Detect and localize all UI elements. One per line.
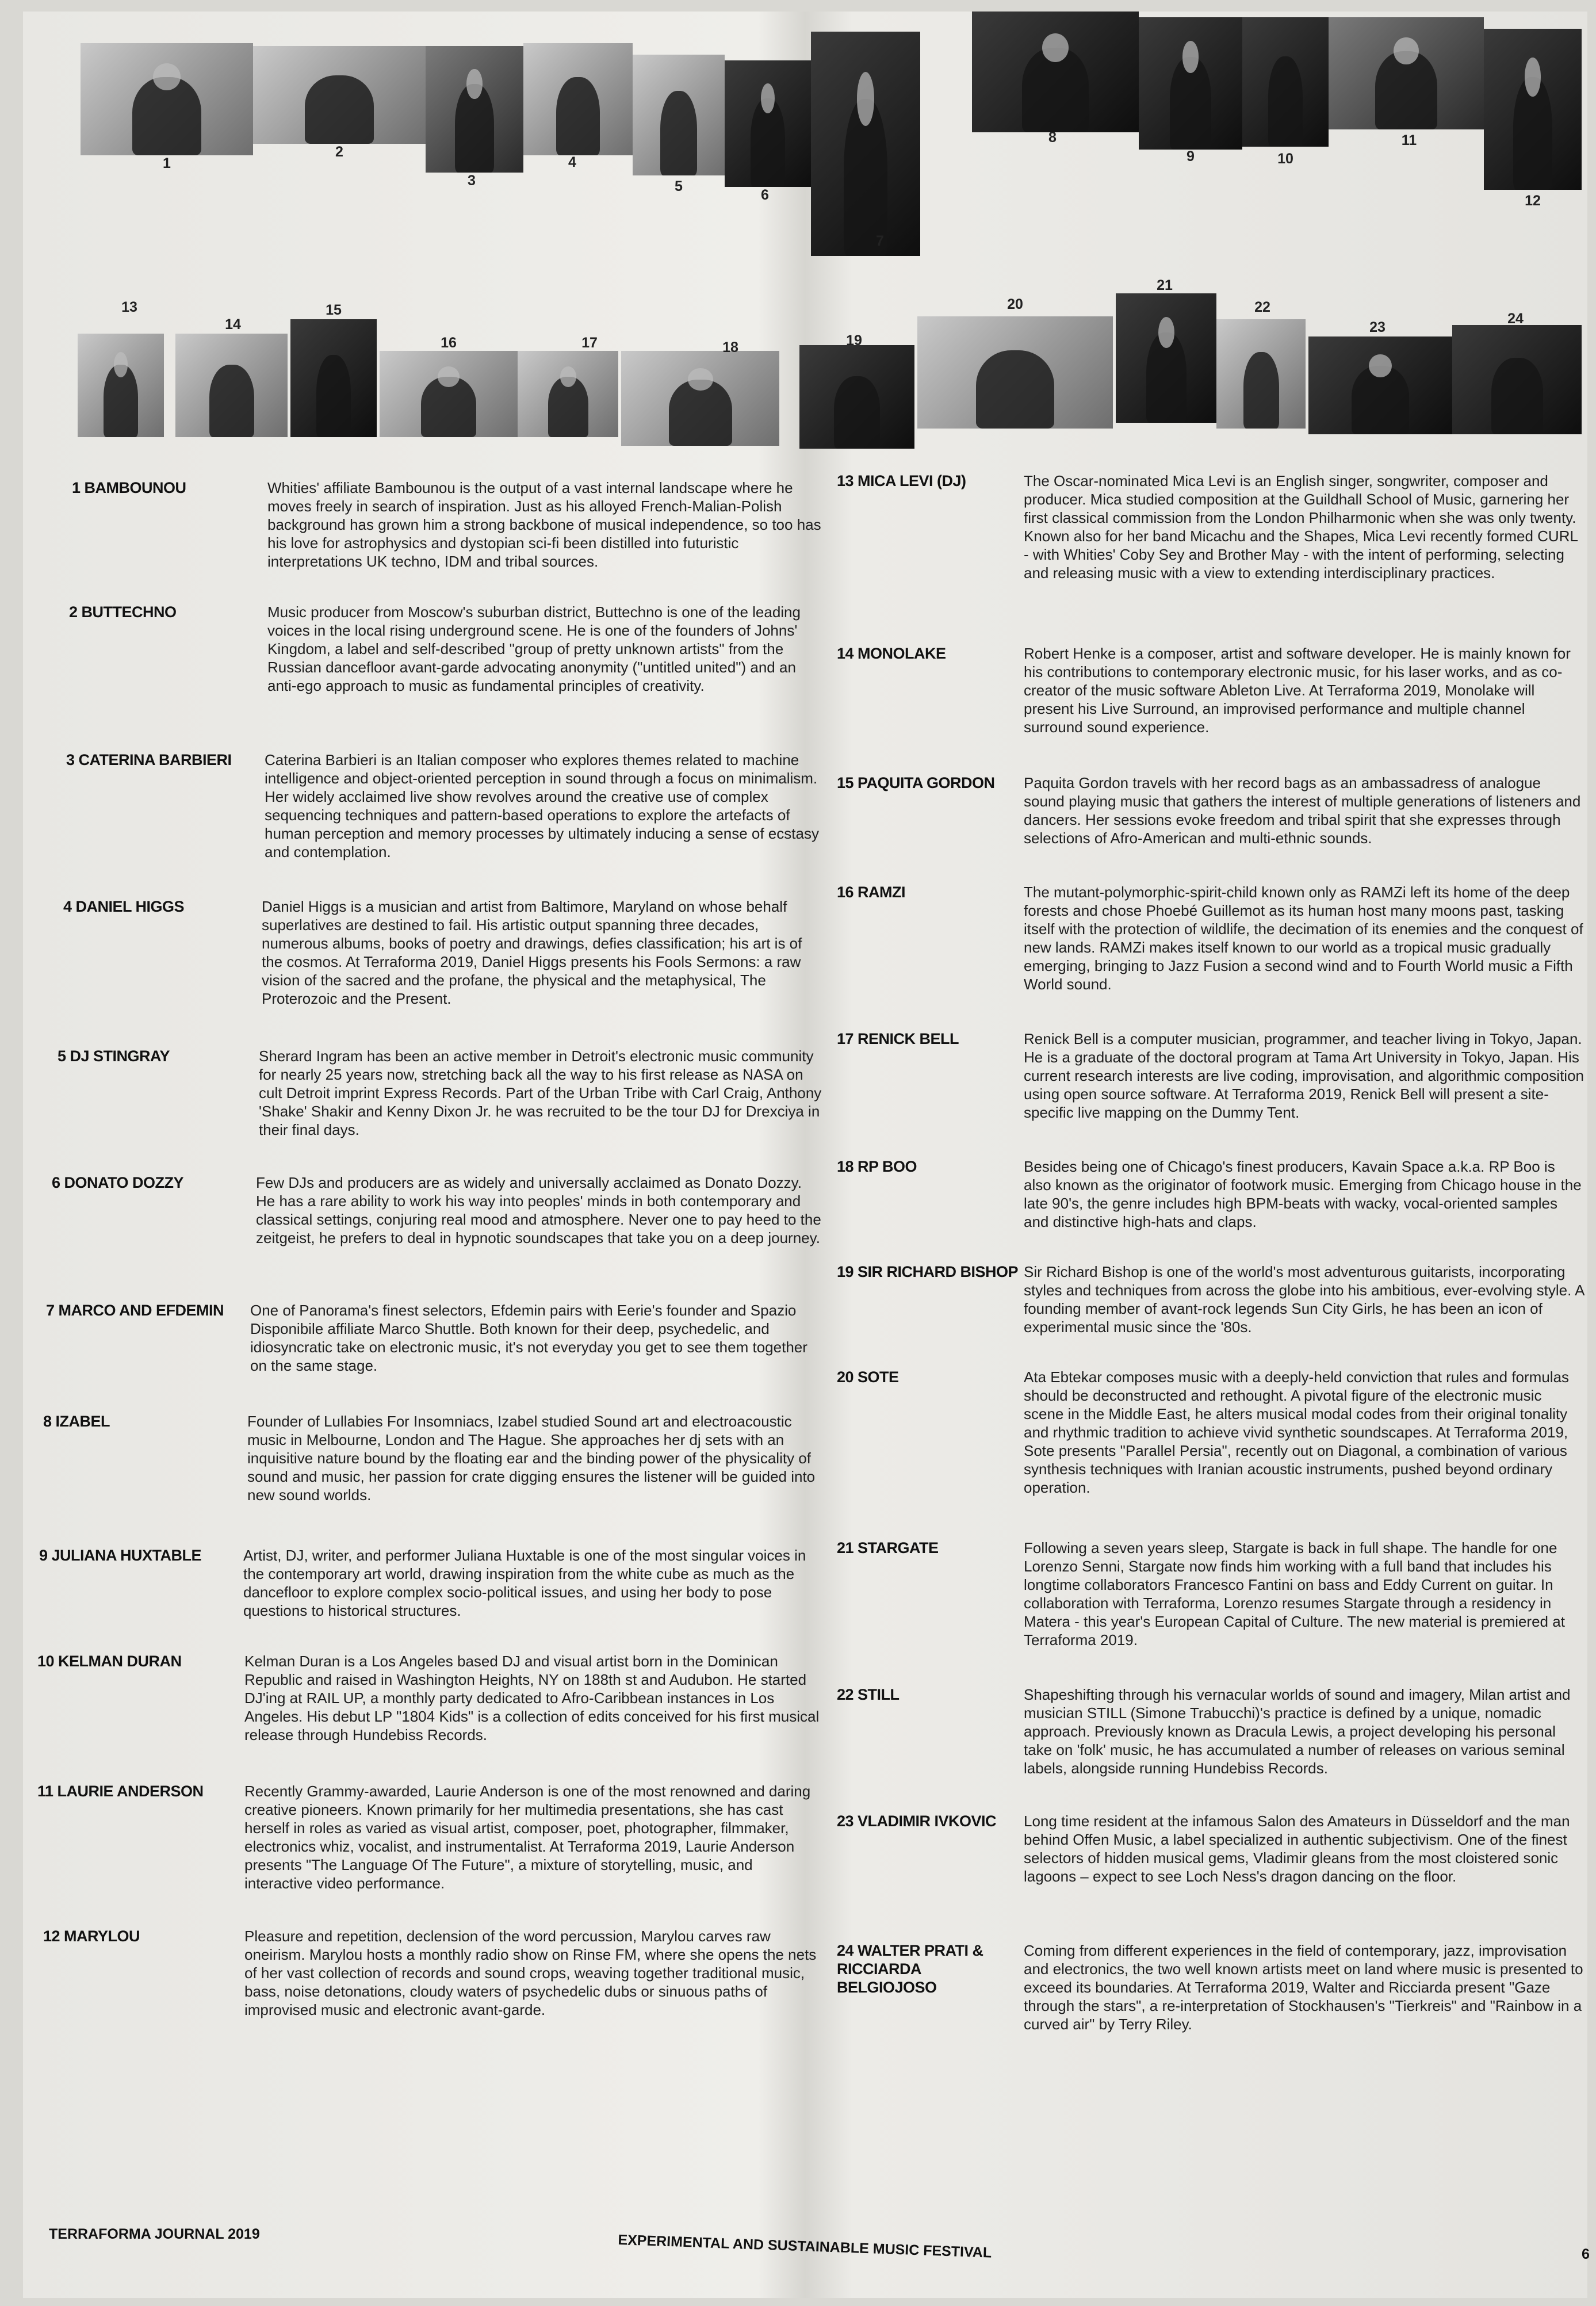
artist-description: Renick Bell is a computer musician, programmer, and teacher living in Tokyo, Japan. He is a graduate of the doctoral program at Tama Art University in Tokyo, Japan. His current research interests are live coding, improvisation, and algorithmic composition using open source software. At Terraforma 2019, Renick Bell will present a site-specific live mapping on the Dummy Tent. xyxy=(1024,1030,1584,1121)
artist-name: 14 MONOLAKE xyxy=(837,645,946,662)
photo-number-15: 15 xyxy=(326,302,342,318)
artist-name: 3 CATERINA BARBIERI xyxy=(66,751,232,768)
footer-journal-title: TERRAFORMA JOURNAL 2019 xyxy=(49,2226,260,2242)
artist-name: 23 VLADIMIR IVKOVIC xyxy=(837,1812,997,1830)
artist-photo-21 xyxy=(1116,293,1216,423)
artist-photo-14 xyxy=(175,334,288,437)
artist-name: 1 BAMBOUNOU xyxy=(72,479,186,496)
photo-number-16: 16 xyxy=(441,335,457,351)
photo-number-24: 24 xyxy=(1507,311,1524,327)
artist-photo-10 xyxy=(1242,17,1329,147)
artist-description: Whities' affiliate Bambounou is the output of a vast internal landscape where he moves freely in search of inspiration. Just as his alloyed French-Malian-Polish background has grown him a strong backbone of musical independence, so too has his love for astrophysics and dystopian sci-fi been distilled into futuristic interpretations UK techno, IDM and tribal sources. xyxy=(267,479,821,570)
photo-number-11: 11 xyxy=(1401,132,1417,148)
artist-name: 13 MICA LEVI (DJ) xyxy=(837,472,966,490)
artist-description: Few DJs and producers are as widely and universally acclaimed as Donato Dozzy. He has a rare ability to work his way into peoples' minds in both contemporary and classical settings, conjuring real mood and atmosphere. Never one to pay heed to the zeitgeist, he prefers to deal in hypnotic soundscapes that take you on a deep journey. xyxy=(256,1174,821,1246)
artist-name: 9 JULIANA HUXTABLE xyxy=(39,1547,202,1564)
artist-name: 5 DJ STINGRAY xyxy=(58,1047,170,1065)
artist-name: 20 SOTE xyxy=(837,1368,899,1386)
photo-number-21: 21 xyxy=(1157,277,1173,293)
photo-number-23: 23 xyxy=(1369,319,1386,335)
photo-number-8: 8 xyxy=(1048,129,1057,146)
artist-description: Kelman Duran is a Los Angeles based DJ and visual artist born in the Dominican Republic and raised in Washington Heights, NY on 188th st and Audubon. He started DJ'ing at RAIL UP, a monthly party dedicated to Afro-Caribbean instances in Los Angeles. His debut LP "1804 Kids" is a collection of edits conceived for his first musical release through Hundebiss Records. xyxy=(244,1653,820,1743)
artist-description: Coming from different experiences in the field of contemporary, jazz, improvisation and electronics, the two well known artists meet on land where music is presented to exceed its boundaries. At Terraforma 2019, Walter and Ricciarda present "Gaze through the stars", a re-interpretation of Stockhausen's "Tierkreis" and "Rainbow in a curved air" by Terry Riley. xyxy=(1024,1942,1583,2033)
photo-number-12: 12 xyxy=(1525,193,1541,209)
artist-description: Sir Richard Bishop is one of the world's most adventurous guitarists, incorporating styles and techniques from across the globe into his ambitious, ever-evolving style. A founding member of avant-rock legends Sun City Girls, he has been an icon of experimental music since the '80s. xyxy=(1024,1263,1584,1336)
photo-number-9: 9 xyxy=(1187,148,1195,165)
artist-description: Music producer from Moscow's suburban district, Buttechno is one of the leading voices in the local rising underground scene. He is one of the founders of Johns' Kingdom, a label and self-described "group of pretty unknown artists" from the Russian dancefloor avant-garde advocating anonymity ("untitled united") and an anti-ego approach to music as fundamental principles of creativity. xyxy=(267,603,801,694)
photo-number-2: 2 xyxy=(335,144,343,160)
artist-description: The mutant-polymorphic-spirit-child known only as RAMZi left its home of the deep forests and chose Phoebé Guillemot as its human host many moons past, tasking itself with the protection of wildlife, the decimation of its enemies and the conquest of new lands. RAMZi makes itself known to our world as a tropical music gradually emerging, bringing to Jazz Fusion a second wind and to Fourth World music a Fifth World sound. xyxy=(1024,884,1583,993)
artist-name: 10 KELMAN DURAN xyxy=(37,1653,182,1670)
artist-description: One of Panorama's finest selectors, Efdemin pairs with Eerie's founder and Spazio Disponibile affiliate Marco Shuttle. Both known for their deep, psychedelic, and idiosyncratic take on electronic music, it's not everyday you get to see them together on the same stage. xyxy=(250,1302,807,1374)
photo-number-20: 20 xyxy=(1007,296,1023,312)
artist-description: Besides being one of Chicago's finest producers, Kavain Space a.k.a. RP Boo is also known as the originator of footwork music. Emerging from Chicago house in the late 90's, the genre includes high BPM-beats with wacky, vocal-oriented samples and distinctive high-hats and claps. xyxy=(1024,1158,1582,1230)
artist-name: 4 DANIEL HIGGS xyxy=(63,898,185,915)
photo-number-13: 13 xyxy=(121,299,137,315)
artist-photo-1 xyxy=(81,43,253,155)
artist-photo-12 xyxy=(1484,29,1582,190)
artist-photo-3 xyxy=(426,46,523,173)
photo-number-19: 19 xyxy=(846,332,862,349)
artist-description: Artist, DJ, writer, and performer Juliana Huxtable is one of the most singular voices in the contemporary art world, drawing inspiration from the white cube as much as the dancefloor to explore complex socio-political issues, and using her body to pose questions to historical structures. xyxy=(243,1547,806,1619)
artist-description: Ata Ebtekar composes music with a deeply-held conviction that rules and formulas should be deconstructed and rethought. A pivotal figure of the electronic music scene in the Middle East, he alters musical modal codes from their original tonality and rhythmic tradition to achieve vivid synthetic soundscapes. At Terraforma 2019, Sote presents "Parallel Persia", recently out on Diagonal, a combination of various synthesis techniques with Iranian acoustic instruments, pushed beyond ordinary operation. xyxy=(1024,1368,1570,1496)
photo-number-10: 10 xyxy=(1277,151,1293,167)
artist-description: Pleasure and repetition, declension of the word percussion, Marylou carves raw oneirism. Marylou hosts a monthly radio show on Rinse FM, where she opens the nets of her vast collection of records and sound crops, weaving together traditional music, bass, noise detonations, cloudy waters of psychedelic dubs or sinuous paths of improvised music and electronic avant-garde. xyxy=(244,1928,817,2018)
artist-photo-19 xyxy=(799,345,914,449)
artist-name: 2 BUTTECHNO xyxy=(69,603,177,621)
artist-description: Sherard Ingram has been an active member in Detroit's electronic music community for nearly 25 years now, stretching back all the way to his first release as NASA on cult Detroit imprint Express Records. Part of the Urban Tribe with Carl Craig, Anthony 'Shake' Shakir and Kenny Dixon Jr. he was recruited to be the tour DJ for Drexciya in their final days. xyxy=(259,1047,822,1138)
artist-photo-7 xyxy=(811,32,920,256)
artist-description: Long time resident at the infamous Salon des Amateurs in Düsseldorf and the man behind Offen Music, a label specialized in authentic subjectivism. One of the finest selectors of hidden musical gems, Vladimir gleans from the most cloistered sonic lagoons – expect to see Loch Ness's dragon dancing on the floor. xyxy=(1024,1812,1570,1885)
artist-description: Shapeshifting through his vernacular worlds of sound and imagery, Milan artist and musician STILL (Simone Trabucchi)'s practice is defined by a unique, nomadic approach. Previously known as Dracula Lewis, a project developing his personal take on 'folk' music, he has accumulated a number of releases on various seminal labels, alongside running Hundebiss Records. xyxy=(1024,1686,1571,1777)
artist-photo-17 xyxy=(518,351,618,437)
photo-number-4: 4 xyxy=(568,154,576,170)
artist-name: 17 RENICK BELL xyxy=(837,1030,959,1047)
artist-name: 11 LAURIE ANDERSON xyxy=(37,1783,204,1800)
artist-name: 8 IZABEL xyxy=(43,1413,110,1430)
artist-photo-4 xyxy=(523,43,633,155)
artist-photo-11 xyxy=(1329,17,1484,129)
artist-name: 22 STILL xyxy=(837,1686,900,1703)
photo-number-6: 6 xyxy=(761,187,769,203)
photo-number-14: 14 xyxy=(225,316,241,332)
photo-number-22: 22 xyxy=(1254,299,1270,315)
artist-photo-2 xyxy=(253,46,426,144)
artist-description: Paquita Gordon travels with her record bags as an ambassadress of analogue sound playing music that gathers the interest of multiple generations of listeners and dancers. Her sessions evoke freedom and tribal spirit that she expresses through selections of Afro-American and multi-ethnic sounds. xyxy=(1024,774,1581,847)
artist-name: 7 MARCO AND EFDEMIN xyxy=(46,1302,224,1319)
artist-description: Daniel Higgs is a musician and artist from Baltimore, Maryland on whose behalf superlatives are destined to fail. His artistic output spanning three decades, numerous albums, books of poetry and drawings, defies classification; his art is of the cosmos. At Terraforma 2019, Daniel Higgs presents his Fools Sermons: a raw vision of the sacred and the profane, the physical and the metaphysical, The Proterozoic and the Present. xyxy=(262,898,802,1007)
artist-name: 12 MARYLOU xyxy=(43,1928,140,1945)
artist-description: Recently Grammy-awarded, Laurie Anderson is one of the most renowned and daring creative pioneers. Known primarily for her multimedia presentations, she has cast herself in roles as varied as visual artist, composer, poet, photographer, filmmaker, electronics whiz, vocalist, and instrumentalist. At Terraforma 2019, Laurie Anderson presents "The Language Of The Future", a mixture of storytelling, music, and interactive video performance. xyxy=(244,1783,811,1892)
photo-number-3: 3 xyxy=(468,173,476,189)
artist-photo-23 xyxy=(1308,336,1452,434)
artist-photo-9 xyxy=(1139,17,1242,150)
artist-photo-24 xyxy=(1452,325,1582,434)
artist-description: Caterina Barbieri is an Italian composer who explores themes related to machine intelligence and object-oriented perception in sound through a focus on minimalism. Her widely acclaimed live show revolves around the creative use of complex sequencing techniques and pattern-based operations to explore the artefacts of human perception and memory processes by ultimately inducing a sense of ecstasy and contemplation. xyxy=(265,751,819,861)
page-number: 6 xyxy=(1582,2246,1590,2262)
artist-name: 15 PAQUITA GORDON xyxy=(837,774,995,791)
artist-photo-8 xyxy=(972,12,1139,132)
artist-description: Robert Henke is a composer, artist and software developer. He is mainly known for his contributions to contemporary electronic music, for his laser works, and as co-creator of the music software Ableton Live. At Terraforma 2019, Monolake will present his Live Surround, an improvised performance and multiple channel surround sound experience. xyxy=(1024,645,1571,736)
artist-photo-20 xyxy=(917,316,1113,429)
artist-name: 21 STARGATE xyxy=(837,1539,939,1557)
footer-subtitle: EXPERIMENTAL AND SUSTAINABLE MUSIC FESTIVAL xyxy=(618,2232,992,2261)
artist-photo-22 xyxy=(1216,319,1306,429)
artist-name: 6 DONATO DOZZY xyxy=(52,1174,184,1191)
artist-description: The Oscar-nominated Mica Levi is an English singer, songwriter, composer and producer. Mica studied composition at the Guildhall School of Music, garnering her first classical commission from the London Philharmonic when she was only twenty. Known also for her band Micachu and the Shapes, Mica Levi recently formed CURL - with Whities' Coby Sey and Brother May - with the intent of performing, selecting and releasing music with a view to extending interdisciplinary practices. xyxy=(1024,472,1578,582)
artist-photo-18 xyxy=(621,351,779,446)
artist-name: 19 SIR RICHARD BISHOP xyxy=(837,1263,1019,1280)
photo-number-1: 1 xyxy=(163,155,171,171)
artist-name: 24 WALTER PRATI & RICCIARDA BELGIOJOSO xyxy=(837,1942,983,1996)
artist-description: Following a seven years sleep, Stargate is back in full shape. The handle for one Lorenzo Senni, Stargate now finds him working with a full band that includes his longtime collaborators Francesco Fantini on bass and Eddy Current on guitar. In collaboration with Terraforma, Lorenzo resumes Stargate through a residency in Matera - this year's European Capital of Culture. The new material is premiered at Terraforma 2019. xyxy=(1024,1539,1565,1649)
photo-number-5: 5 xyxy=(675,178,683,194)
photo-number-17: 17 xyxy=(581,335,598,351)
artist-name: 18 RP BOO xyxy=(837,1158,917,1175)
artist-name: 16 RAMZI xyxy=(837,884,906,901)
artist-photo-15 xyxy=(290,319,377,437)
photo-number-18: 18 xyxy=(722,339,738,355)
artist-photo-6 xyxy=(725,60,811,187)
artist-photo-16 xyxy=(380,351,518,437)
artist-photo-13 xyxy=(78,334,164,437)
artist-photo-5 xyxy=(633,55,725,175)
artist-description: Founder of Lullabies For Insomniacs, Izabel studied Sound art and electroacoustic music in Melbourne, London and The Hague. She approaches her dj sets with an inquisitive nature bound by the floating ear and the binding power of the physicality of sound and music, her passion for crate digging ensures the listener will be guided into new sound worlds. xyxy=(247,1413,816,1504)
photo-number-7: 7 xyxy=(876,233,884,249)
